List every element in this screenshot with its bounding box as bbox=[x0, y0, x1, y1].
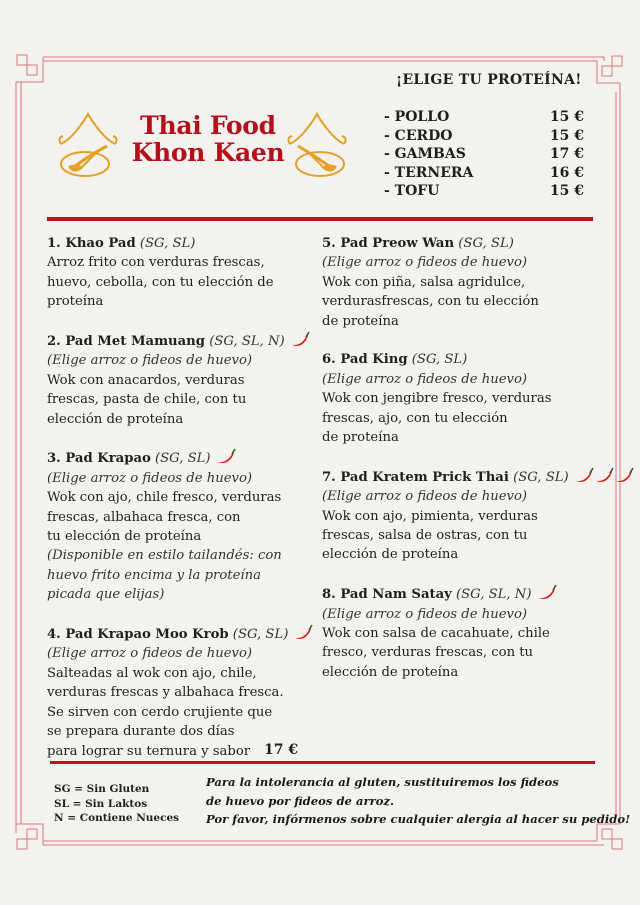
dish-description: verduras frescas y albahaca fresca. bbox=[47, 685, 284, 701]
dish-description: de proteína bbox=[322, 430, 399, 446]
chili-pepper-icon bbox=[294, 624, 314, 640]
protein-option bbox=[384, 164, 584, 183]
dish-note: picada que elijas) bbox=[47, 587, 165, 603]
allergy-note bbox=[206, 773, 630, 829]
protein-price: 15 € bbox=[549, 183, 584, 199]
dish-choice: (Elige arroz o fideos de huevo) bbox=[322, 371, 528, 387]
dish-note: (Disponible en estilo tailandés: con bbox=[47, 548, 282, 564]
dish-item bbox=[322, 234, 594, 331]
thai-roof-spoon-ornament-icon bbox=[55, 112, 121, 182]
dish-item bbox=[322, 584, 594, 682]
dish-item bbox=[322, 350, 594, 447]
protein-option bbox=[384, 145, 584, 164]
dish-description: Wok con anacardos, verduras bbox=[47, 372, 245, 388]
protein-name: - GAMBAS bbox=[384, 146, 466, 162]
dish-name: 7. Pad Kratem Prick Thai bbox=[322, 469, 509, 485]
dish-item bbox=[47, 624, 309, 761]
note-line: de huevo por fideos de arroz. bbox=[206, 793, 395, 808]
dish-name: 1. Khao Pad bbox=[47, 236, 136, 251]
protein-price: 15 € bbox=[549, 127, 584, 144]
dish-price: 17 € bbox=[264, 741, 299, 758]
dish-name: 4. Pad Krapao Moo Krob bbox=[47, 627, 229, 643]
chili-pepper-icon bbox=[538, 584, 558, 600]
protein-option bbox=[384, 182, 584, 201]
dish-tags: (SG, SL) bbox=[411, 352, 468, 368]
dish-choice: (Elige arroz o fideos de huevo) bbox=[322, 606, 528, 622]
dish-tags: (SG, SL) bbox=[155, 451, 211, 467]
protein-name: - CERDO bbox=[384, 127, 453, 144]
legend-item: SG = Sin Gluten bbox=[54, 783, 150, 795]
dish-tags: (SG, SL) bbox=[232, 627, 289, 643]
dish-item bbox=[47, 448, 309, 604]
protein-selector bbox=[384, 72, 584, 201]
dish-description: frescas, albahaca fresca, con bbox=[47, 509, 241, 525]
note-line: Para la intolerancia al gluten, sustituiremos los fideos bbox=[206, 775, 559, 789]
thai-roof-spoon-ornament-icon bbox=[284, 112, 350, 182]
brand-line-2: Khon Kaen bbox=[131, 138, 285, 167]
legend-item: SL = Sin Laktos bbox=[54, 797, 148, 810]
dish-description: fresco, verduras frescas, con tu bbox=[322, 645, 534, 661]
dish-tags: (SG, SL) bbox=[139, 236, 196, 251]
dish-description: se prepara durante dos días bbox=[47, 724, 235, 740]
dish-description: tu elección de proteína bbox=[47, 529, 202, 545]
dish-description: Wok con salsa de cacahuate, chile bbox=[322, 626, 550, 642]
dish-description: Wok con jengibre fresco, verduras bbox=[322, 391, 552, 407]
dish-description: para lograr su ternura y sabor bbox=[47, 743, 251, 759]
dish-choice: (Elige arroz o fideos de huevo) bbox=[47, 646, 253, 662]
dish-name: 3. Pad Krapao bbox=[47, 451, 151, 467]
top-divider bbox=[47, 217, 593, 221]
bottom-divider bbox=[50, 761, 595, 764]
protein-name: - POLLO bbox=[384, 109, 450, 125]
dish-description: elección de proteína bbox=[322, 664, 459, 680]
dish-description: frescas, pasta de chile, con tu bbox=[47, 392, 247, 408]
dish-description: Wok con ajo, pimienta, verduras bbox=[322, 508, 538, 524]
protein-price: 15 € bbox=[549, 109, 584, 125]
dish-tags: (SG, SL) bbox=[458, 236, 514, 251]
brand-line-1: Thai Food bbox=[140, 111, 276, 140]
note-line: Por favor, infórmenos sobre cualquier alergia al hacer su pedido! bbox=[206, 812, 631, 826]
dish-description: frescas, ajo, con tu elección bbox=[322, 410, 508, 426]
dish-description: Wok con piña, salsa agridulce, bbox=[322, 274, 526, 290]
dish-description: verdurasfrescas, con tu elección bbox=[322, 294, 539, 310]
dish-choice: (Elige arroz o fideos de huevo) bbox=[47, 470, 253, 486]
dish-item bbox=[47, 331, 309, 429]
dish-choice: (Elige arroz o fideos de huevo) bbox=[47, 353, 253, 369]
dish-note: huevo frito encima y la proteína bbox=[47, 567, 261, 583]
dish-tags: (SG, SL, N) bbox=[456, 587, 532, 603]
dish-name: 5. Pad Preow Wan bbox=[322, 236, 455, 251]
dish-tags: (SG, SL) bbox=[513, 469, 569, 485]
dish-description: Arroz frito con verduras frescas, bbox=[47, 255, 265, 271]
dish-tags: (SG, SL, N) bbox=[209, 334, 285, 350]
dish-item bbox=[322, 467, 594, 565]
dish-name: 6. Pad King bbox=[322, 352, 408, 368]
protein-price: 17 € bbox=[549, 146, 584, 162]
dish-choice: (Elige arroz o fideos de huevo) bbox=[322, 489, 528, 505]
allergen-legend bbox=[54, 782, 179, 826]
dish-description: frescas, salsa de ostras, con tu bbox=[322, 528, 528, 544]
chili-pepper-icon bbox=[291, 331, 311, 347]
menu-column-right bbox=[322, 234, 594, 702]
dish-name: 8. Pad Nam Satay bbox=[322, 587, 452, 603]
dish-description: proteína bbox=[47, 294, 104, 310]
protein-title: ¡ELIGE TU PROTEÍNA! bbox=[396, 72, 582, 88]
protein-price: 16 € bbox=[549, 164, 584, 181]
chili-pepper-icon bbox=[595, 467, 615, 483]
protein-name: - TERNERA bbox=[384, 164, 474, 181]
dish-description: Se sirven con cerdo crujiente que bbox=[47, 704, 273, 720]
dish-description: de proteína bbox=[322, 313, 399, 329]
dish-description: huevo, cebolla, con tu elección de bbox=[47, 274, 274, 290]
chili-pepper-icon bbox=[217, 448, 237, 464]
dish-description: elección de proteína bbox=[47, 411, 184, 427]
dish-description: Salteadas al wok con ajo, chile, bbox=[47, 665, 257, 681]
dish-item bbox=[47, 234, 309, 312]
dish-description: elección de proteína bbox=[322, 547, 459, 563]
protein-option bbox=[384, 127, 584, 146]
dish-name: 2. Pad Met Mamuang bbox=[47, 334, 205, 350]
protein-name: - TOFU bbox=[384, 183, 440, 199]
chili-pepper-icon bbox=[575, 467, 595, 483]
dish-description: Wok con ajo, chile fresco, verduras bbox=[47, 490, 282, 506]
protein-option bbox=[384, 108, 584, 127]
chili-pepper-icon bbox=[615, 467, 635, 483]
menu-column-left bbox=[47, 234, 309, 780]
legend-item: N = Contiene Nueces bbox=[54, 812, 180, 824]
restaurant-logo bbox=[55, 112, 350, 182]
dish-choice: (Elige arroz o fideos de huevo) bbox=[322, 255, 528, 271]
